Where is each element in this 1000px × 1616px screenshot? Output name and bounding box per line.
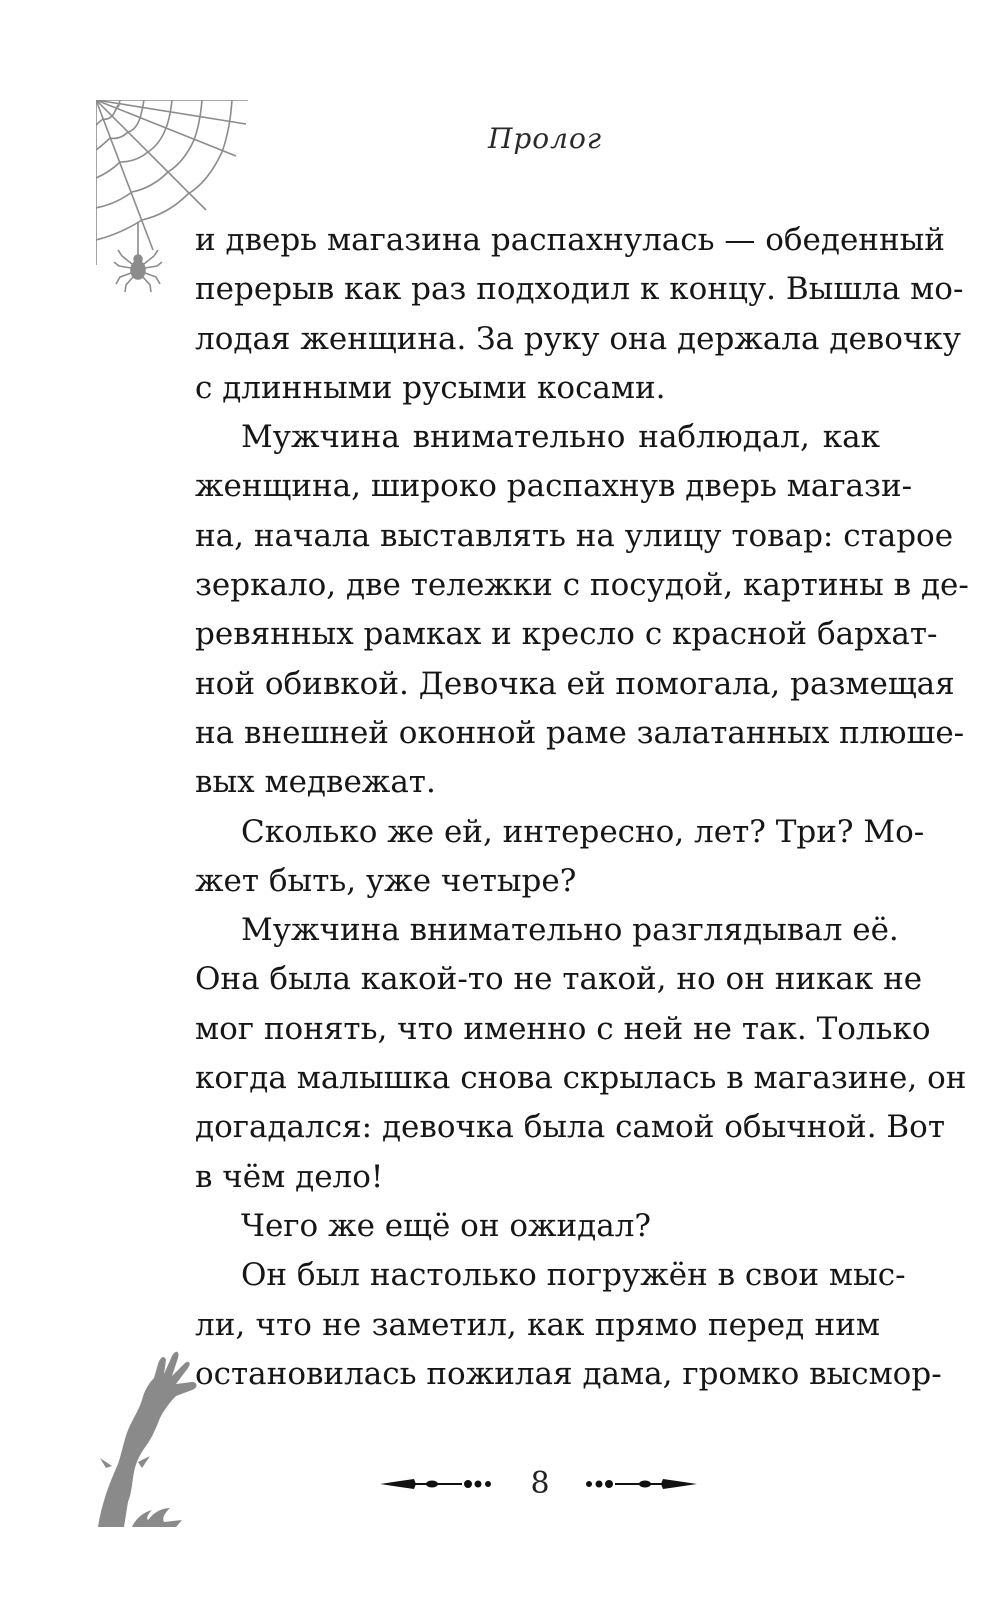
text-line: и дверь магазина распахнулась — обеденный xyxy=(195,222,945,258)
text-line: с длинными русыми косами. xyxy=(195,369,666,406)
text-line: Он был настолько погружён в свои мыс- xyxy=(241,1257,906,1294)
text-line: Чего же ещё он ожидал? xyxy=(241,1207,652,1244)
text-line: ной обивкой. Девочка ей помогала, размещая xyxy=(195,665,955,702)
page-number: 8 xyxy=(530,1466,550,1501)
zombie-hand-icon xyxy=(92,1342,212,1527)
text-line: мог понять, что именно с ней не так. Только xyxy=(195,1010,931,1047)
text-line: на внешней оконной раме залатанных плюше- xyxy=(195,714,965,751)
flourish-left-icon xyxy=(380,1476,500,1492)
text-line: когда малышка снова скрылась в магазине, он xyxy=(195,1060,967,1097)
text-line: в чём дело! xyxy=(195,1158,384,1195)
text-line: жет быть, уже четыре? xyxy=(195,862,577,899)
flourish-right-icon xyxy=(577,1476,697,1492)
text-line: перерыв как раз подходил к концу. Вышла мо- xyxy=(195,271,964,308)
text-line: догадался: девочка была самой обычной. Вот xyxy=(195,1109,945,1146)
spider-icon xyxy=(114,250,162,292)
text-line: женщина, широко распахнув дверь магази- xyxy=(195,468,913,505)
chapter-header: Пролог xyxy=(487,122,603,155)
text-line: Мужчина внимательно наблюдал, как xyxy=(241,419,880,456)
text-line: ревянных рамках и кресло с красной бархат- xyxy=(195,616,938,653)
page-footer xyxy=(380,1466,700,1506)
text-line: Она была какой-то не такой, но он никак не xyxy=(195,961,923,998)
body-text xyxy=(195,216,969,1399)
text-line: остановилась пожилая дама, громко высмор- xyxy=(195,1355,942,1392)
text-line: Мужчина внимательно разглядывал её. xyxy=(241,912,899,949)
text-line: ли, что не заметил, как прямо перед ним xyxy=(195,1306,880,1343)
text-line: зеркало, две тележки с посудой, картины в де- xyxy=(195,567,969,604)
text-line: Сколько же ей, интересно, лет? Три? Мо- xyxy=(241,813,925,850)
text-line: на, начала выставлять на улицу товар: старое xyxy=(195,517,954,554)
text-line: вых медвежат. xyxy=(195,764,436,801)
text-line: лодая женщина. За руку она держала девочку xyxy=(195,320,962,357)
